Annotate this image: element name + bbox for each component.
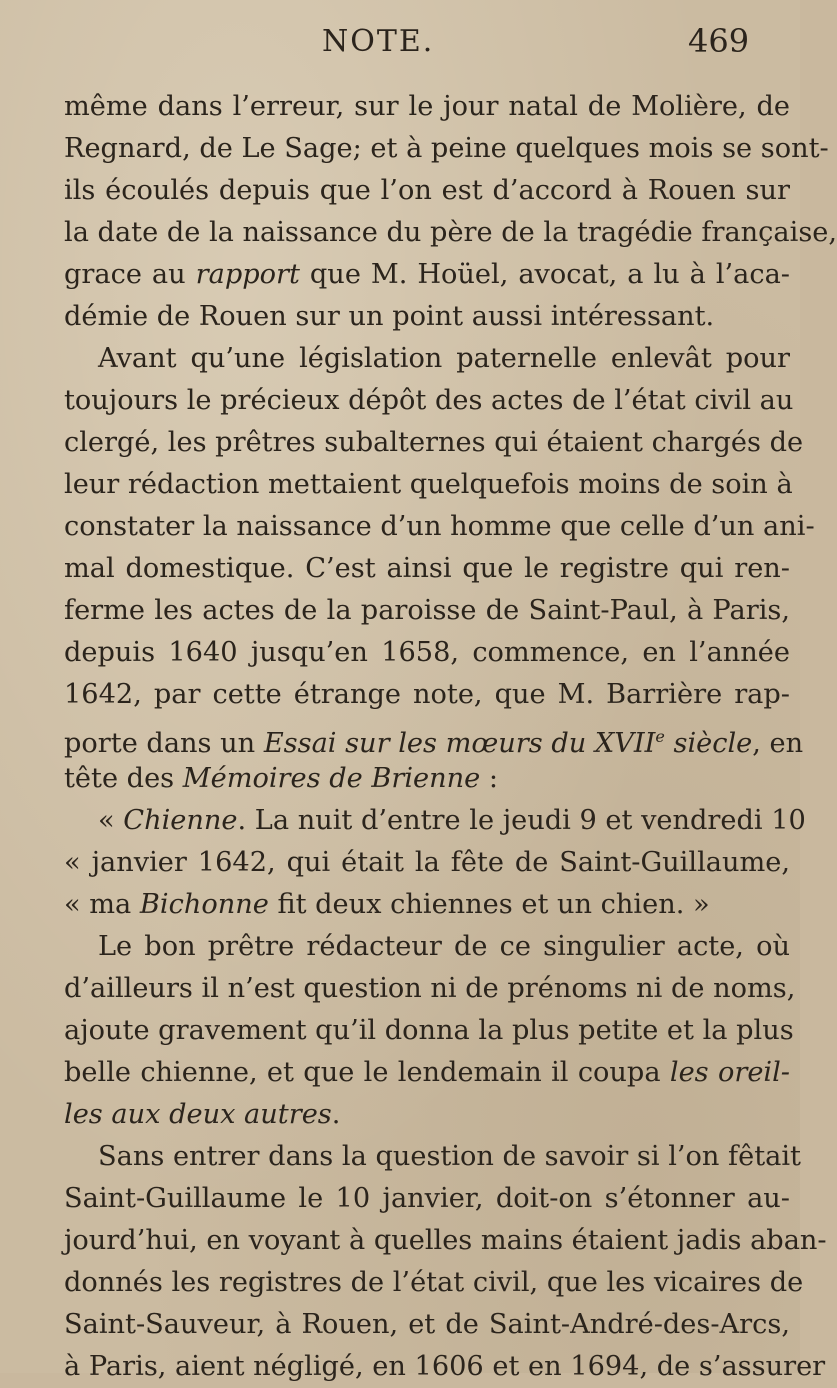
quote-line: « Chienne. La nuit d’entre le jeudi 9 et vendredi 10: [98, 805, 806, 836]
text-line: ajoute gravement qu’il donna la plus petite et la plus: [64, 1015, 794, 1046]
paragraph-start-line: Sans entrer dans la question de savoir si l’on fêtait: [98, 1141, 801, 1172]
text-line: à Paris, aient négligé, en 1606 et en 1694, de s’assurer: [64, 1351, 826, 1382]
text-line: d’ailleurs il n’est question ni de prénoms ni de noms,: [64, 973, 796, 1004]
running-title: NOTE.: [322, 24, 435, 59]
text-line: porte dans un Essai sur les mœurs du XVIIe siècle, en: [64, 727, 804, 760]
italic-text: Essai sur les mœurs du XVII: [263, 728, 656, 760]
text-line: belle chienne, et que le lendemain il coupa les oreil-: [64, 1057, 790, 1088]
text-line: la date de la naissance du père de la tragédie française,: [64, 217, 837, 248]
page-number: 469: [688, 22, 750, 60]
text-line: leur rédaction mettaient quelquefois moins de soin à: [64, 469, 793, 500]
italic-text: rapport: [195, 259, 300, 290]
text-line: toujours le précieux dépôt des actes de l’état civil au: [64, 385, 794, 416]
italic-text: siècle: [664, 728, 753, 760]
text-line: les aux deux autres.: [64, 1099, 341, 1130]
italic-text: Mémoires de Brienne: [182, 763, 481, 794]
text-line: clergé, les prêtres subalternes qui étaient chargés de: [64, 427, 804, 458]
italic-text: les oreil-: [669, 1057, 790, 1088]
italic-text: les aux deux autres: [64, 1099, 332, 1130]
text-line: mal domestique. C’est ainsi que le registre qui ren-: [64, 553, 790, 584]
text-line: même dans l’erreur, sur le jour natal de Molière, de: [64, 91, 790, 122]
quote-line: « janvier 1642, qui était la fête de Saint-Guillaume,: [64, 847, 790, 878]
text-line: tête des Mémoires de Brienne :: [64, 763, 499, 794]
italic-text: Bichonne: [139, 889, 269, 920]
text-line: Regnard, de Le Sage; et à peine quelques mois se sont-: [64, 133, 829, 164]
text-line: 1642, par cette étrange note, que M. Barrière rap-: [64, 679, 790, 710]
quote-line: « ma Bichonne fit deux chiennes et un chien. »: [64, 889, 710, 920]
text-line: ils écoulés depuis que l’on est d’accord à Rouen sur: [64, 175, 790, 206]
text-line: grace au rapport que M. Hoüel, avocat, a lu à l’aca-: [64, 259, 790, 290]
text-line: Saint-Sauveur, à Rouen, et de Saint-André-des-Arcs,: [64, 1309, 790, 1340]
text-line: jourd’hui, en voyant à quelles mains étaient jadis aban-: [64, 1225, 827, 1256]
italic-text: Chienne: [123, 805, 238, 836]
paragraph-start-line: Le bon prêtre rédacteur de ce singulier acte, où: [98, 931, 790, 962]
body-text: [64, 86, 837, 1388]
text-line: Saint-Guillaume le 10 janvier, doit-on s’étonner au-: [64, 1183, 790, 1214]
text-line: constater la naissance d’un homme que celle d’un ani-: [64, 511, 815, 542]
text-line: démie de Rouen sur un point aussi intéressant.: [64, 301, 715, 332]
text-line: donnés les registres de l’état civil, que les vicaires de: [64, 1267, 804, 1298]
text-line: ferme les actes de la paroisse de Saint-Paul, à Paris,: [64, 595, 790, 626]
text-line: depuis 1640 jusqu’en 1658, commence, en l’année: [64, 637, 790, 668]
paragraph-start-line: Avant qu’une législation paternelle enlevât pour: [98, 343, 790, 374]
superscript: e: [655, 727, 665, 746]
running-head: [0, 18, 800, 68]
